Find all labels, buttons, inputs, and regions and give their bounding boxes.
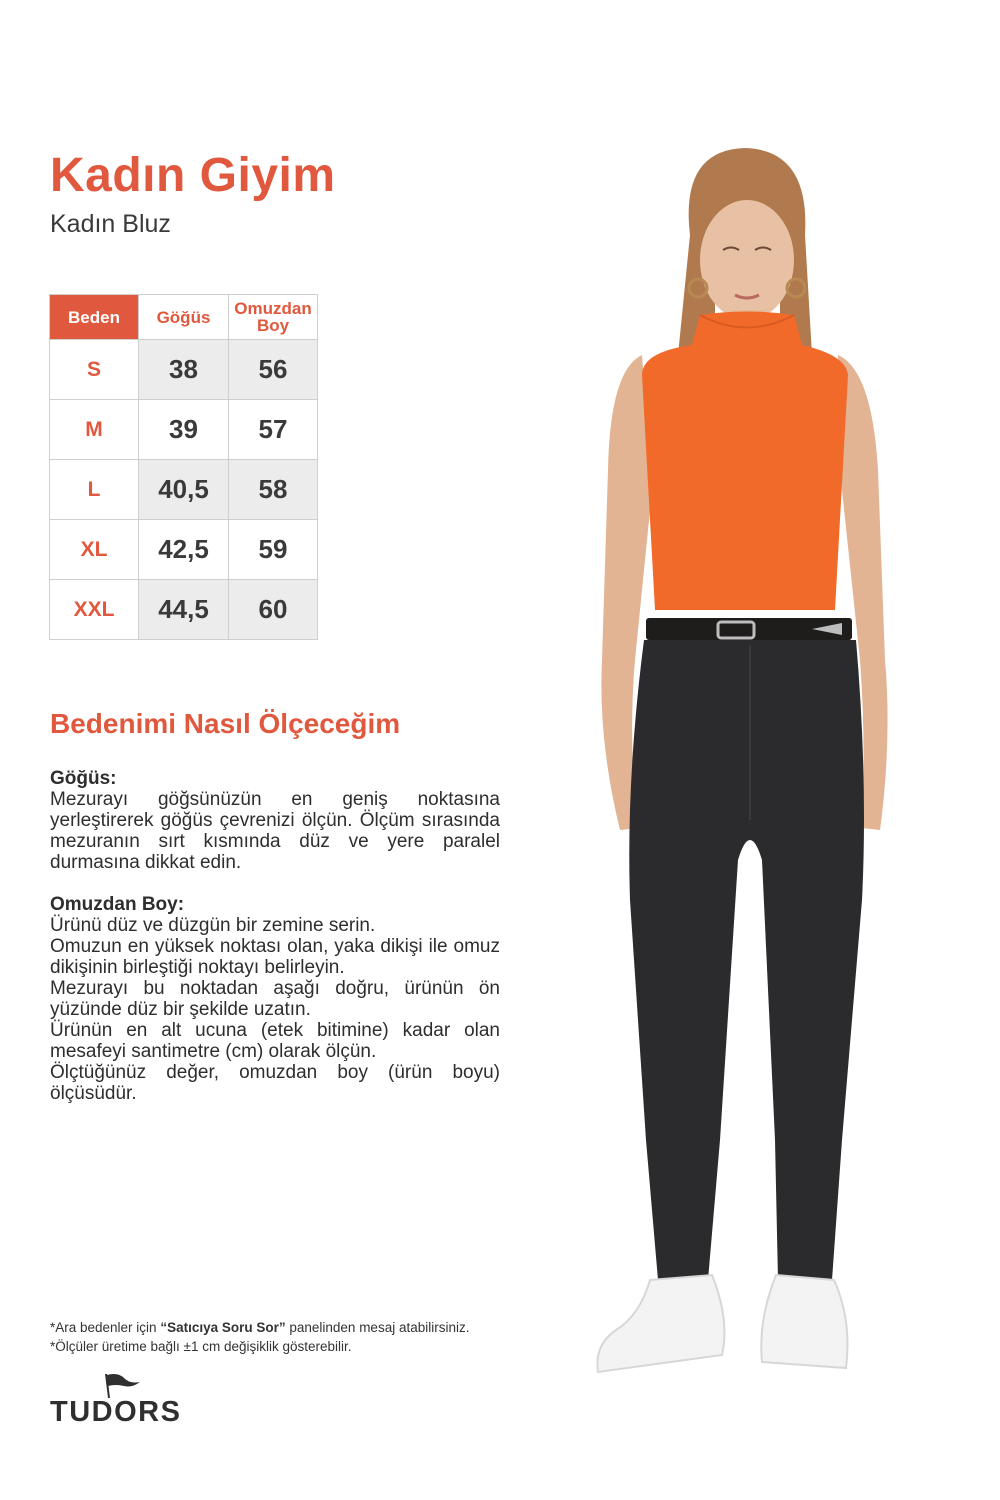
chest-guide [50, 768, 500, 873]
length-guide-step: Ürünün en alt ucuna (etek bitimine) kadar olan mesafeyi santimetre (cm) olarak ölçün. [50, 1020, 500, 1062]
header-length: Omuzdan Boy [229, 295, 318, 340]
length-cell: 57 [229, 400, 318, 460]
logo-text: TUDORS [50, 1396, 182, 1428]
chest-cell: 38 [139, 340, 229, 400]
length-guide [50, 894, 500, 1104]
length-guide-step: Mezurayı bu noktadan aşağı doğru, ürünün ön yüzünde düz bir şekilde uzatın. [50, 978, 500, 1020]
brand-logo [50, 1372, 190, 1432]
chest-cell: 39 [139, 400, 229, 460]
length-cell: 60 [229, 580, 318, 640]
size-chart-table [49, 294, 318, 640]
length-cell: 58 [229, 460, 318, 520]
footnotes [50, 1318, 469, 1356]
chest-guide-heading: Göğüs: [50, 768, 117, 789]
size-cell: XL [50, 520, 139, 580]
footnote-2: *Ölçüler üretime bağlı ±1 cm değişiklik gösterebilir. [50, 1339, 352, 1354]
table-row [50, 400, 318, 460]
length-guide-heading: Omuzdan Boy: [50, 894, 185, 915]
chest-guide-text: Mezurayı göğsünüzün en geniş noktasına yerleştirerek göğüs çevrenizi ölçün. Ölçüm sırasında mezuranın sırt kısmında düz ve yere paralel durmasına dikkat edin. [50, 789, 500, 873]
length-guide-step: Ürünü düz ve düzgün bir zemine serin. [50, 915, 376, 936]
chest-cell: 40,5 [139, 460, 229, 520]
chest-cell: 42,5 [139, 520, 229, 580]
footnote-1-highlight: “Satıcıya Soru Sor” [160, 1320, 286, 1335]
table-row [50, 460, 318, 520]
footnote-1-prefix: *Ara bedenler için [50, 1320, 161, 1335]
size-cell: M [50, 400, 139, 460]
table-row [50, 340, 318, 400]
header-chest: Göğüs [139, 295, 229, 340]
chest-cell: 44,5 [139, 580, 229, 640]
header-size: Beden [50, 295, 139, 340]
length-cell: 59 [229, 520, 318, 580]
model-photo [580, 140, 920, 1390]
footnote-1-suffix: panelinden mesaj atabilirsiniz. [285, 1320, 470, 1335]
length-guide-step: Ölçtüğünüz değer, omuzdan boy (ürün boyu) ölçüsüdür. [50, 1062, 500, 1104]
page-title: Kadın Giyim [50, 149, 336, 202]
flag-icon [102, 1372, 142, 1398]
size-cell: L [50, 460, 139, 520]
length-cell: 56 [229, 340, 318, 400]
footnote-1 [50, 1318, 469, 1337]
size-cell: XXL [50, 580, 139, 640]
length-guide-step: Omuzun en yüksek noktası olan, yaka dikişi ile omuz dikişinin birleştiği noktayı belirleyin. [50, 936, 500, 978]
table-row [50, 520, 318, 580]
table-row [50, 580, 318, 640]
size-cell: S [50, 340, 139, 400]
measure-guide-title: Bedenimi Nasıl Ölçeceğim [50, 708, 401, 739]
table-header-row [50, 295, 318, 340]
page-subtitle: Kadın Bluz [50, 210, 171, 238]
